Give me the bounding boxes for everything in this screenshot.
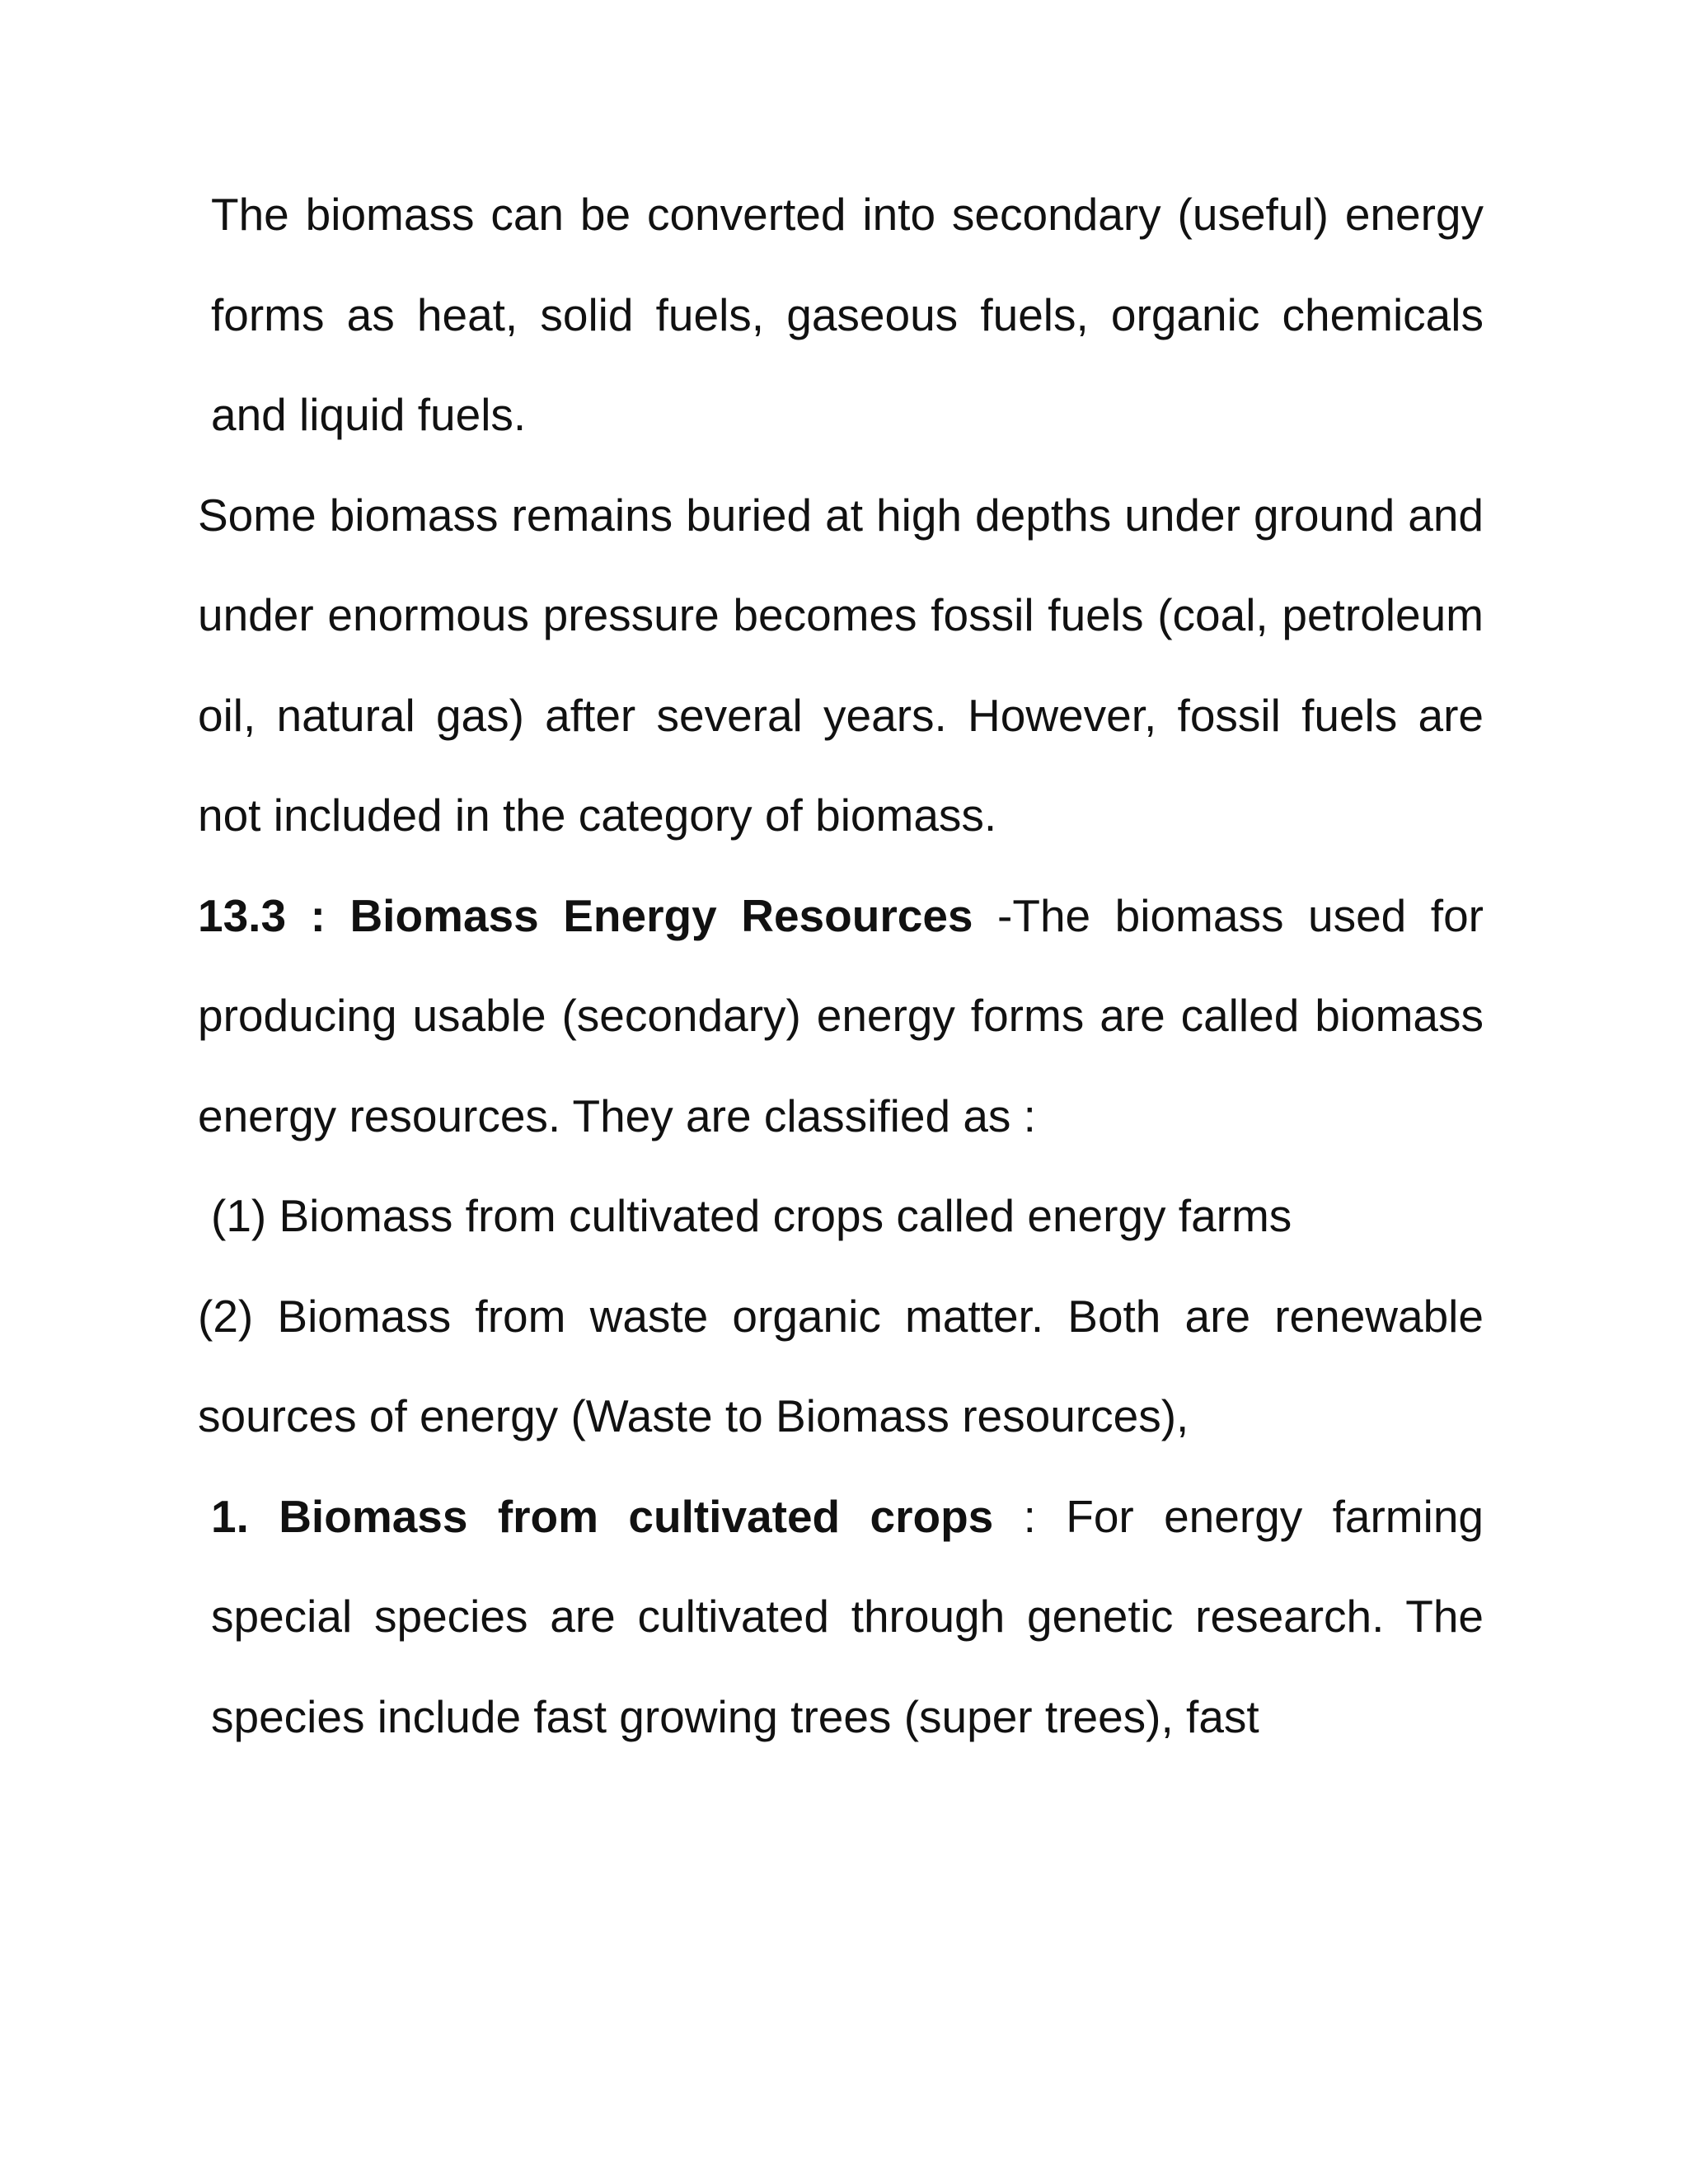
document-page xyxy=(198,165,1484,1767)
section-biomass-energy-resources xyxy=(198,866,1484,1167)
list-item-waste-organic-matter: (2) Biomass from waste organic matter. Both are renewable sources of energy (Waste to Biomass resources), xyxy=(198,1290,1484,1441)
subsection-cultivated-crops xyxy=(198,1467,1484,1768)
paragraph-fossil-fuels: Some biomass remains buried at high depths under ground and under enormous pressure becomes fossil fuels (coal, petroleum oil, natural gas) after several years. However, fossil fuels are not included in the category of biomass. xyxy=(198,489,1484,841)
list-item-cultivated-crops: (1) Biomass from cultivated crops called energy farms xyxy=(211,1190,1292,1241)
subsection-text: : For energy farming special species are cultivated through genetic research. The species include fast growing trees (super trees), fast xyxy=(211,1490,1484,1742)
section-heading: 13.3 : Biomass Energy Resources xyxy=(198,889,973,941)
paragraph-biomass-conversion: The biomass can be converted into secondary (useful) energy forms as heat, solid fuels, gaseous fuels, organic chemicals and liquid fuels. xyxy=(211,189,1484,440)
subsection-heading: 1. Biomass from cultivated crops xyxy=(211,1490,994,1542)
section-text: -The biomass used for producing usable (secondary) energy forms are called biomass energy resources. They are classified as : xyxy=(198,889,1484,1141)
